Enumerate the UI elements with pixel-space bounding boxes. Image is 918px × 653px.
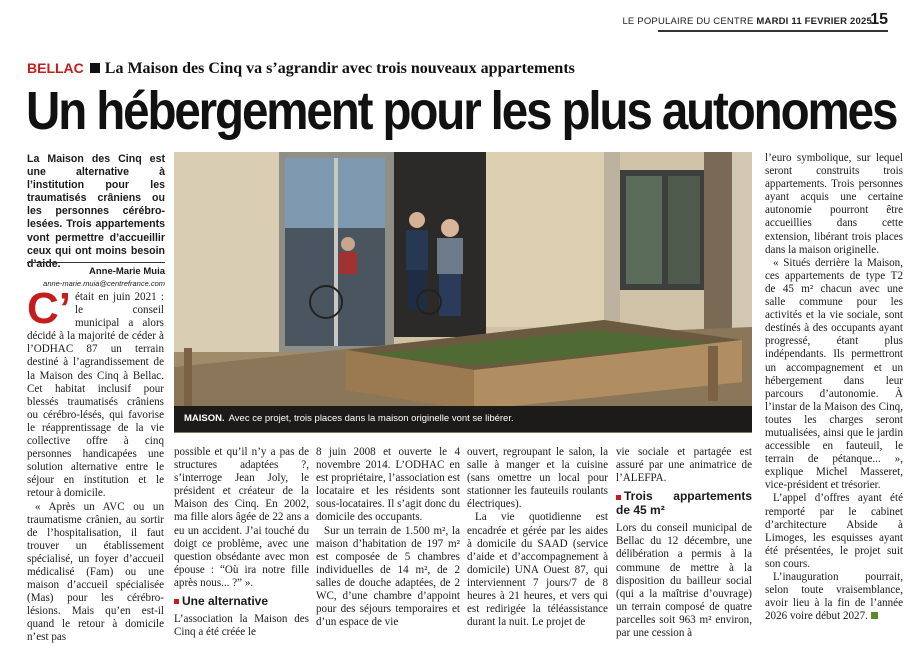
article-column-2 xyxy=(174,446,309,639)
photo-caption xyxy=(174,406,752,432)
article-column-5 xyxy=(616,446,752,640)
article-column-3 xyxy=(316,446,460,629)
paragraph: vie sociale et partagée est assuré par une animatrice de l’ALEFPA. xyxy=(616,446,752,485)
paragraph: L’inauguration pourrait, selon toute vraisemblance, avoir lieu à la fin de l’année 2026 voire début 2027. xyxy=(765,571,903,623)
paragraph: Lors du conseil municipal de Bellac du 12 décembre, une délibération a permis à la commune de mettre à la disposition du bailleur social (qui a la maîtrise d’ouvrage) un terrain composé de quatre parcelles soit 963 m² environ, par une cession à xyxy=(616,522,752,640)
paragraph: L’association la Maison des Cinq a été créée le xyxy=(174,613,309,639)
kicker-square-icon xyxy=(90,63,100,73)
drop-cap: C’ xyxy=(27,284,71,333)
subheading: Une alternative xyxy=(174,594,309,608)
kicker-town: BELLAC xyxy=(27,60,84,76)
article-title: Un hébergement pour les plus autonomes xyxy=(26,81,897,141)
paragraph: L’appel d’offres ayant été remporté par le cabinet d’architecture Abside à Limoges, les esquisses ayant été présentées, le projet suit son cours. xyxy=(765,492,903,570)
paragraph: « Situés derrière la Maison, ces appartements de type T2 de 45 m² chacun avec une salle commune pour les activités et la vie sociale, sont destinés à des occupants ayant progressé, étant plus indépendants. Ils permettront un accompagnement et un hébergement dans leur parcours d’autonomie. À l’instar de la Maison des Cinq, toutes les charges seront mutualisées, ainsi que le jardin accessible en fauteuil, le terrain de pétanque... », explique Michel Masseret, vice-président et trésorier. xyxy=(765,256,903,492)
header-rule xyxy=(658,30,888,32)
paragraph: était en juin 2021 : le conseil municipal a alors décidé à la majorité de céder à l’ODHAC 87 un terrain destiné à l’agrandissement de la Maison des Cinq à Bellac. Cet habitat inclusif pour blessés traumatisés crâniens ou cérébro-lésés, qui favorise le réapprentissage de la vie collective offre à cinq personnes handicapées une solution alternative entre le séjour en institution et le retour à domicile. xyxy=(27,291,164,500)
paragraph: « Après un AVC ou un traumatisme crânien, au sortir de l’hospitalisation, il faut trouver un établissement spécialisé, un foyer d’accueil médicalisé (Fam) ou une maison d’accueil spécialisée (Mas) pour les cérébro-lésions. Mais qu’en est-il quand le retour à domicile n’est pas xyxy=(27,500,164,644)
subheading: Trois appartements de 45 m² xyxy=(616,489,752,518)
paragraph: 8 juin 2008 et ouverte le 4 novembre 2014. L’ODHAC en est propriétaire, l’association est locataire et les résidents sont sous-locataires. Il s’agit donc du domicile des occupants. xyxy=(316,446,460,524)
kicker xyxy=(27,60,575,78)
paragraph: Sur un terrain de 1.500 m², la maison d’habitation de 197 m² est composée de 5 chambres individuelles de 14 m², de 2 salles de douche adaptées, de 2 WC, d’une chambre d’appoint pour des séjours temporaires et d’un espace de vie xyxy=(316,524,460,629)
page-number: 15 xyxy=(870,11,888,28)
paragraph: ouvert, regroupant le salon, la salle à manger et la cuisine (sans omettre un local pour stationner les fauteuils roulants électriques). xyxy=(467,446,608,511)
article-column-6 xyxy=(765,152,903,623)
article-photo xyxy=(174,152,752,433)
page-header xyxy=(0,10,918,32)
paragraph: possible et qu’il n’y a pas de structures adaptées ?, s’interroge Jean Joly, le président et créateur de la Maison des Cinq. En 2002, ma fille alors âgée de 22 ans a eu un accident. J’ai touché du doigt ce problème, avec une question obsédante avec mon épouse : “Où ira notre fille après nous... ?” ». xyxy=(174,446,309,589)
article-column-1 xyxy=(27,284,164,645)
article-lead: La Maison des Cinq est une alternative à l’institution pour les traumatisés crâniens ou les personnes cérébro-lesées. Trois appartements vont permettre d’accueillir ceux qui ont moins besoin d’aide. xyxy=(27,153,165,270)
header-publication-date: LE POPULAIRE DU CENTRE MARDI 11 FEVRIER 2025 xyxy=(622,16,872,27)
paragraph: l’euro symbolique, sur lequel seront construits trois appartements. Trois personnes ayant acquis une certaine autonomie pourront être accueillies dans cette extension, libérant trois places dans la maison originelle. xyxy=(765,152,903,256)
caption-text: Avec ce projet, trois places dans la maison originelle vont se libérer. xyxy=(228,413,514,424)
byline-email: anne-marie.muia@centrefrance.com xyxy=(43,279,165,288)
caption-label: MAISON. xyxy=(184,413,225,424)
header-date: MARDI 11 FEVRIER 2025 xyxy=(756,16,872,27)
paragraph: La vie quotidienne est encadrée et gérée par les aides à domicile du SAAD (service d’aide et d’accompagnement à domicile) UNA Ouest 87, qui interviennent 7 jours/7 de 8 heures à 21 heures, et vers qui est redirigée la téléassistance durant la nuit. Le projet de xyxy=(467,511,608,629)
end-square-icon xyxy=(871,612,878,619)
article-column-4 xyxy=(467,446,608,629)
photo-illustration xyxy=(174,152,752,433)
byline-author: Anne-Marie Muia xyxy=(88,266,165,277)
kicker-headline: La Maison des Cinq va s’agrandir avec trois nouveaux appartements xyxy=(104,60,575,77)
